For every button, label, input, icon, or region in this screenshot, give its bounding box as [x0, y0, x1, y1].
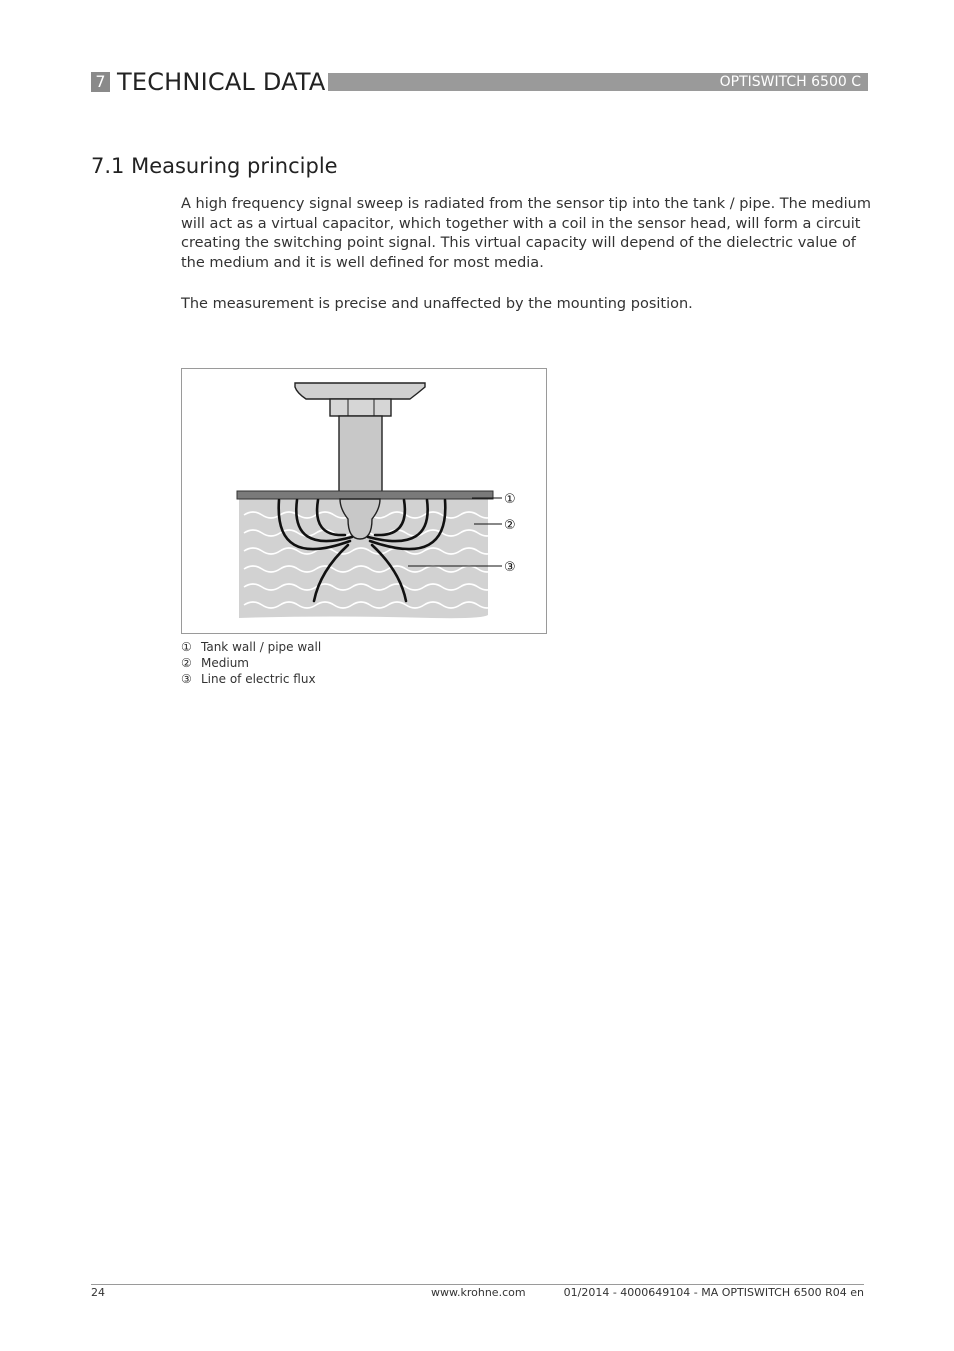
legend-label: Line of electric flux — [201, 672, 316, 686]
legend-item — [181, 671, 321, 687]
hex-nut — [330, 399, 391, 416]
sensor-diagram — [182, 369, 546, 633]
paragraph-2: The measurement is precise and unaffected by the mounting position. — [181, 296, 693, 312]
legend-item — [181, 639, 321, 655]
sensor-head — [295, 383, 425, 399]
legend-item — [181, 655, 321, 671]
tank-wall — [237, 491, 493, 499]
sensor-shaft — [339, 416, 382, 492]
legend-label: Tank wall / pipe wall — [201, 640, 322, 654]
legend-label: Medium — [201, 656, 249, 670]
chapter-title: TECHNICAL DATA — [117, 68, 326, 96]
callout-1: ① — [504, 492, 516, 507]
legend-number: ② — [181, 656, 192, 670]
product-name: OPTISWITCH 6500 C — [719, 74, 861, 90]
chapter-header — [91, 70, 868, 94]
chapter-number-badge: 7 — [91, 72, 110, 92]
footer-url[interactable]: www.krohne.com — [431, 1286, 526, 1299]
callout-labels — [504, 492, 516, 575]
footer-divider — [91, 1284, 864, 1285]
document-id: 01/2014 - 4000649104 - MA OPTISWITCH 6500 R04 en — [563, 1286, 864, 1299]
page-number: 24 — [91, 1286, 105, 1299]
callout-3: ③ — [504, 560, 516, 575]
callout-2: ② — [504, 518, 516, 533]
legend-number: ① — [181, 640, 192, 654]
measuring-principle-figure — [181, 368, 547, 634]
header-bar — [328, 73, 868, 91]
figure-legend — [181, 639, 321, 687]
legend-number: ③ — [181, 672, 192, 686]
section-title: 7.1 Measuring principle — [91, 154, 338, 178]
paragraph-1: A high frequency signal sweep is radiated from the sensor tip into the tank / pipe. The medium will act as a virtual capacitor, which together with a coil in the sensor head, will form a circuit creating the switching point signal. This virtual capacity will depend of the dielectric value of the medium and it is well defined for most media. — [181, 196, 871, 271]
